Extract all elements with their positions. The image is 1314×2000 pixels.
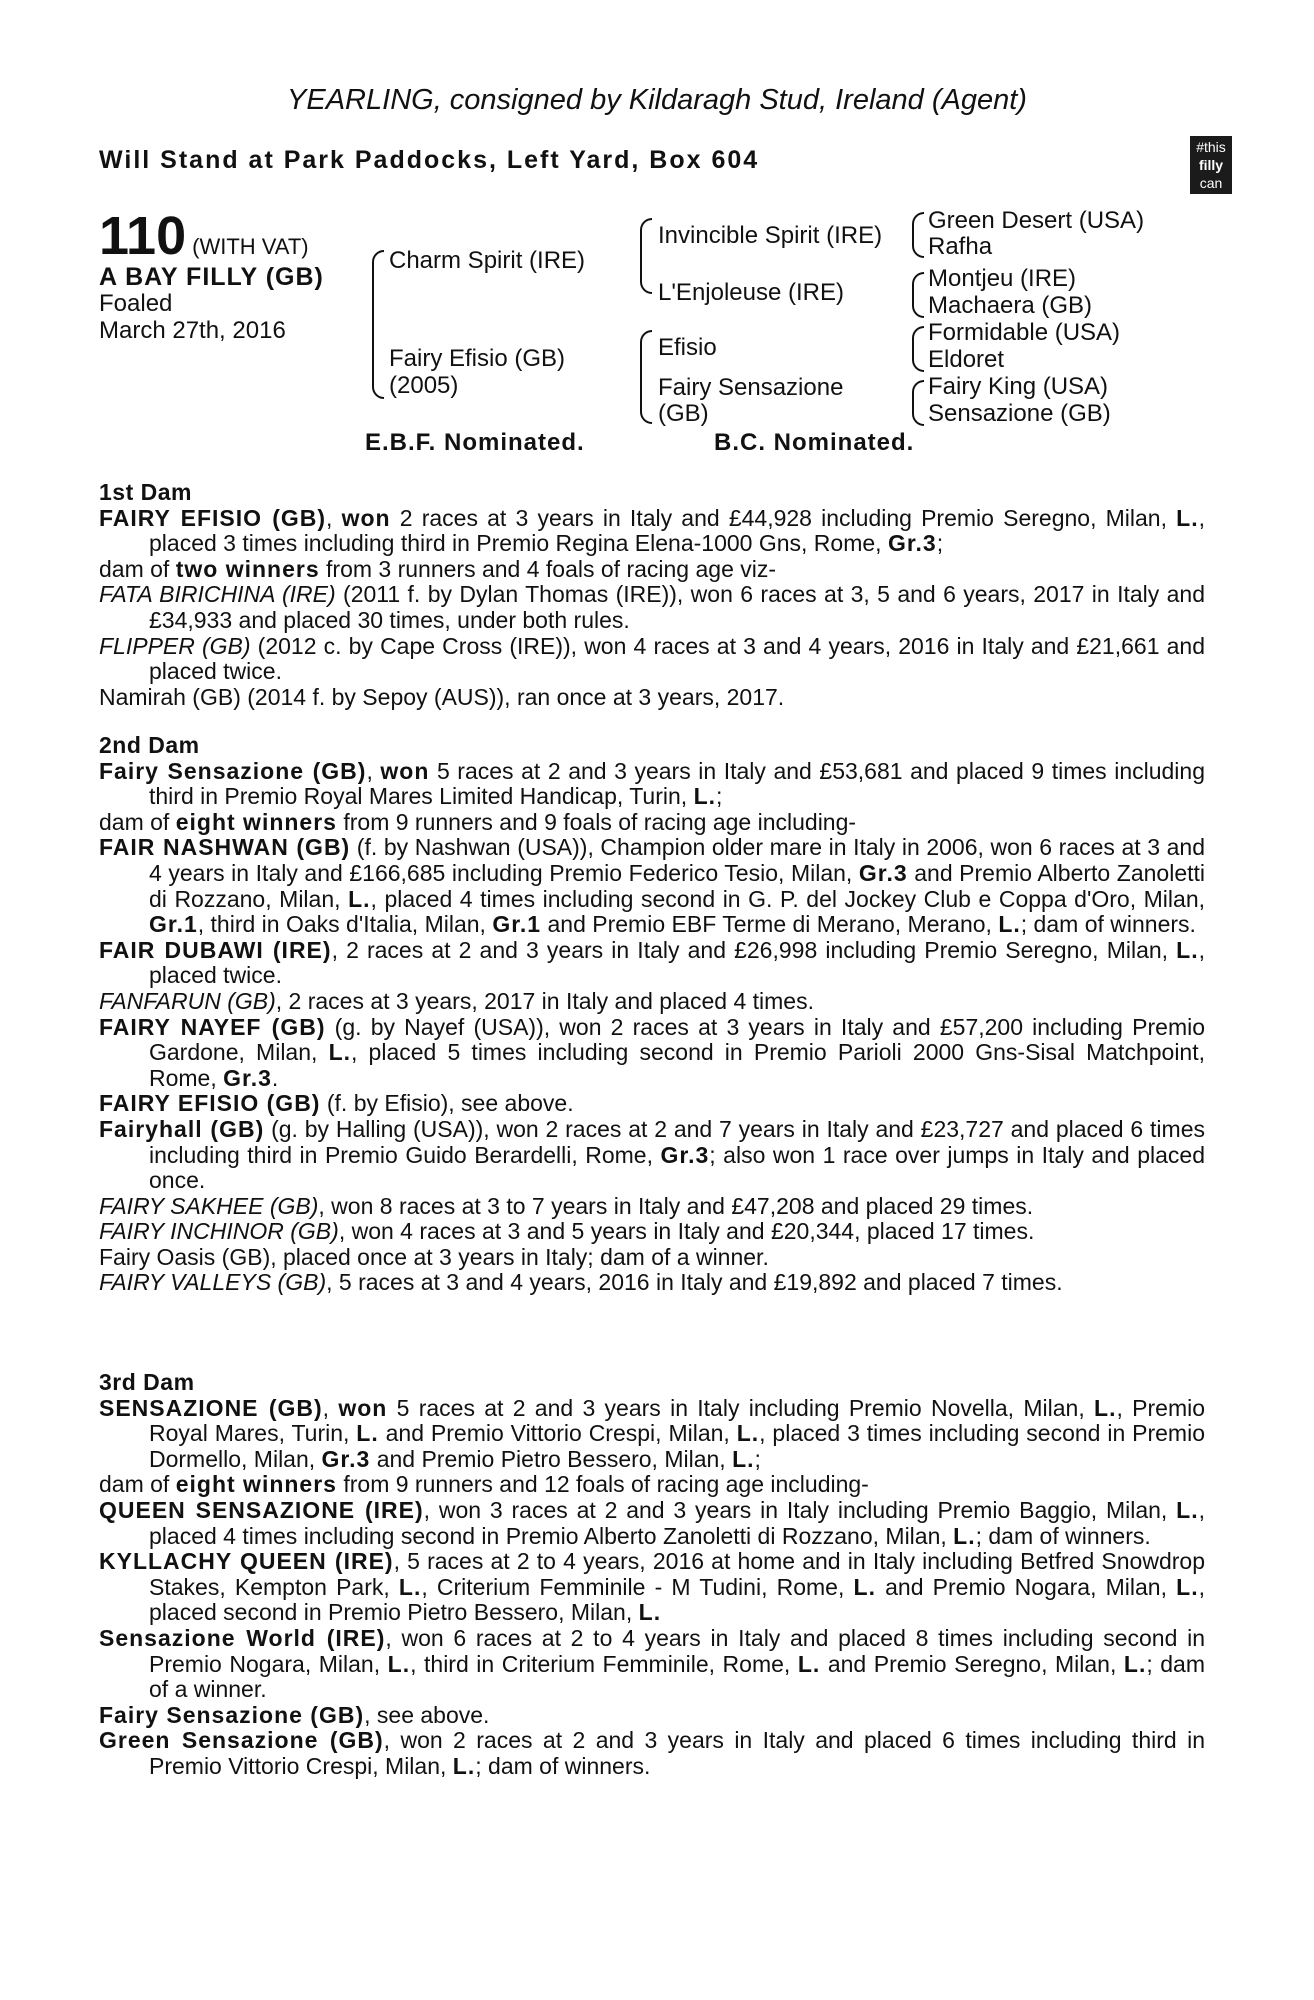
lot-foaled-label: Foaled (99, 290, 173, 317)
text: ; dam of a winner. (149, 1650, 1206, 1703)
pedigree-sire-sire: Invincible Spirit (IRE) (658, 222, 883, 249)
text: from 9 runners and 12 foals of racing age including- (336, 1471, 869, 1498)
progeny-entry (99, 1015, 1205, 1092)
bc-nominated: B.C. Nominated. (714, 429, 915, 456)
text: (g. by Halling (USA)), won 2 races at 2 and 7 years in Italy and £23,727 and placed 6 times including third in Premio Guido Berardelli, Rome, (149, 1115, 1205, 1168)
text: , 5 races at 2 to 4 years, 2016 at home and in Italy including Betfred Snowdrop Stakes, Kempton Park, (149, 1548, 1205, 1600)
dam-name: SENSAZIONE (GB) (99, 1394, 323, 1421)
progeny-name: FAIRY NAYEF (GB) (99, 1013, 326, 1040)
progeny-name: QUEEN SENSAZIONE (IRE) (99, 1496, 424, 1523)
progeny-name: Fairy Sensazione (GB) (99, 1701, 365, 1728)
third-dam-section: 3rd Dam SENSAZIONE (GB), won 5 races at 2 and 3 years in Italy including Premio Novella, Milan, L., Premio Royal Mares, Turin, L. and Premio Vittorio Crespi, Milan, L., placed 3 times including second in Premio Dormello, Milan, Gr.3 and Premio Pietro Bessero, Milan, L.; dam of eight winners from 9 runners and 12 foals of racing age including- QUEEN SENSAZIONE (IRE), won 3 races at 2 and 3 years in Italy including Premio Baggio, Milan, L., placed 4 times including second in Premio Alberto Zanoletti di Rozzano, Milan, L.; dam of winners. KYLLACHY QUEEN (IRE), 5 races at 2 to 4 years, 2016 at home and in Italy including Betfred Snowdrop Stakes, Kempton Park, L., Criterium Femminile - M Tudini, Rome, L. and Premio Nogara, Milan, L., placed second in Premio Pietro Bessero, Milan, L. Sensazione World (IRE), won 6 races at 2 to 4 years in Italy and placed 8 times including second in Premio Nogara, Milan, L., third in Criterium Femminile, Rome, L. and Premio Seregno, Milan, L.; dam of a winner. Fairy Sensazione (GB), see above. Green Sensazione (GB), won 2 races at 2 and 3 years in Italy and placed 6 times including third in Premio Vittorio Crespi, Milan, L.; dam of winners. (99, 1369, 1206, 1779)
text: , Criterium Femminile - M Tudini, Rome, (421, 1573, 854, 1600)
progeny-entry: Fairy Oasis (GB), placed once at 3 years in Italy; dam of a winner. (99, 1243, 769, 1270)
won-label: won (380, 757, 430, 784)
listed: L. (328, 1039, 352, 1066)
progeny-entry (99, 1549, 1205, 1626)
this-filly-can-logo: #this filly can (1190, 136, 1232, 194)
text: , placed 3 times including second in Premio Dormello, Milan, (149, 1420, 1205, 1472)
text: and Premio EBF Terme di Merano, Merano, (541, 911, 999, 938)
text: 5 races at 2 and 3 years in Italy and £53,681 and placed 9 times including third in Premio Royal Mares Limited Handicap, Turin, (149, 757, 1205, 810)
progeny-name: FATA BIRICHINA (IRE) (99, 581, 336, 608)
text: ; also won 1 race over jumps in Italy and placed once. (149, 1141, 1205, 1194)
listed: L. (638, 1599, 662, 1626)
progeny-name: FLIPPER (GB) (99, 632, 251, 659)
pedigree-sire: Charm Spirit (IRE) (389, 247, 586, 274)
listed: L. (452, 1752, 476, 1779)
text: , placed 4 times including second in G. P. del Jockey Club e Coppa d'Oro, Milan, (370, 885, 1205, 912)
first-dam-section: 1st Dam FAIRY EFISIO (GB), won 2 races at 3 years in Italy and £44,928 including Premio Seregno, Milan, L., placed 3 times including third in Premio Regina Elena-1000 Gns, Rome, Gr.3; dam of two winners from 3 runners and 4 foals of racing age viz- FATA BIRICHINA (IRE) (2011 f. by Dylan Thomas (IRE)), won 6 races at 3, 5 and 6 years, 2017 in Italy and £34,933 and placed 30 times, under both rules. FLIPPER (GB) (2012 c. by Cape Cross (IRE)), won 4 races at 3 and 4 years, 2016 in Italy and £21,661 and placed twice. Namirah (GB) (2014 f. by Sepoy (AUS)), ran once at 3 years, 2017. (99, 479, 1206, 710)
text: and Premio Vittorio Crespi, Milan, (378, 1420, 737, 1447)
text: (2011 f. by Dylan Thomas (IRE)), won 6 races at 3, 5 and 6 years, 2017 in Italy and £34,933 and placed 30 times, under both rules. (149, 581, 1206, 633)
pedigree-dam-year: (2005) (389, 372, 459, 399)
progeny-name: Fairyhall (GB) (99, 1115, 265, 1142)
listed: L. (348, 885, 371, 912)
pedigree-dds: Fairy King (USA) (928, 373, 1109, 400)
text: . (271, 1064, 279, 1091)
section-heading: 1st Dam (99, 479, 192, 505)
lot-vat: (WITH VAT) (192, 234, 309, 259)
listed: L. (953, 1522, 976, 1549)
progeny-name: KYLLACHY QUEEN (IRE) (99, 1548, 394, 1575)
pedigree-dss: Formidable (USA) (928, 319, 1121, 346)
progeny-entry (99, 1270, 1205, 1296)
winners-count: two winners (175, 555, 320, 582)
lot-number: 110 (99, 206, 187, 266)
pedigree-sdd: Machaera (GB) (928, 292, 1093, 319)
group: Gr.3 (660, 1141, 710, 1168)
text: ; (716, 783, 723, 810)
progeny-entry (99, 1117, 1205, 1194)
pedigree-ssd: Rafha (928, 233, 993, 260)
pedigree-brace (640, 330, 652, 424)
listed: L. (998, 911, 1021, 938)
text: , placed 3 times including third in Premio Regina Elena-1000 Gns, Rome, (149, 504, 1205, 557)
pedigree-brace (912, 212, 924, 258)
text: , placed 5 times including second in Premio Parioli 2000 Gns-Sisal Matchpoint, Rome, (149, 1039, 1205, 1091)
listed: L. (693, 783, 717, 810)
progeny-name: FAIRY EFISIO (GB) (99, 1090, 321, 1117)
pedigree-dsd: Eldoret (928, 346, 1005, 373)
location-line: Will Stand at Park Paddocks, Left Yard, Box 604 (99, 146, 760, 174)
text: , placed second in Premio Pietro Bessero, Milan, (149, 1573, 1205, 1626)
pedigree-sds: Montjeu (IRE) (928, 265, 1077, 292)
text: , won 4 races at 3 and 5 years in Italy and £20,344, placed 17 times. (338, 1218, 1035, 1245)
group: Gr.3 (858, 859, 908, 886)
dam-name: FAIRY EFISIO (GB) (99, 504, 327, 531)
text: ; (936, 530, 944, 557)
listed: L. (1123, 1650, 1147, 1677)
progeny-entry (99, 582, 1205, 633)
pedigree-sss: Green Desert (USA) (928, 207, 1145, 234)
text: (g. by Nayef (USA)), won 2 races at 3 years in Italy and £57,200 including Premio Gardone, Milan, (149, 1013, 1206, 1066)
progeny-entry (99, 1091, 1205, 1117)
lot-title: A BAY FILLY (GB) (99, 263, 324, 291)
text: and Premio Nogara, Milan, (875, 1573, 1177, 1600)
pedigree-dam-sire: Efisio (658, 334, 717, 361)
listed: L. (398, 1573, 422, 1600)
text: , third in Oaks d'Italia, Milan, (197, 911, 493, 938)
text: and Premio Seregno, Milan, (820, 1650, 1124, 1677)
progeny-name: Sensazione World (IRE) (99, 1624, 386, 1651)
second-dam-section: 2nd Dam Fairy Sensazione (GB), won 5 races at 2 and 3 years in Italy and £53,681 and placed 9 times including third in Premio Royal Mares Limited Handicap, Turin, L.; dam of eight winners from 9 runners and 9 foals of racing age including- FAIR NASHWAN (GB) (f. by Nashwan (USA)), Champion older mare in Italy in 2006, won 6 races at 3 and 4 years in Italy and £166,685 including Premio Federico Tesio, Milan, Gr.3 and Premio Alberto Zanoletti di Rozzano, Milan, L., placed 4 times including second in G. P. del Jockey Club e Coppa d'Oro, Milan, Gr.1, third in Oaks d'Italia, Milan, Gr.1 and Premio EBF Terme di Merano, Merano, L.; dam of winners. FAIR DUBAWI (IRE), 2 races at 2 and 3 years in Italy and £26,998 including Premio Seregno, Milan, L., placed twice. FANFARUN (GB), 2 races at 3 years, 2017 in Italy and placed 4 times. FAIRY NAYEF (GB) (g. by Nayef (USA)), won 2 races at 3 years in Italy and £57,200 including Premio Gardone, Milan, L., placed 5 times including second in Premio Parioli 2000 Gns-Sisal Matchpoint, Rome, Gr.3. FAIRY EFISIO (GB) (f. by Efisio), see above. Fairyhall (GB) (g. by Halling (USA)), won 2 races at 2 and 7 years in Italy and £23,727 and placed 6 times including third in Premio Guido Berardelli, Rome, Gr.3; also won 1 race over jumps in Italy and placed once. FAIRY SAKHEE (GB), won 8 races at 3 to 7 years in Italy and £47,208 and placed 29 times. FAIRY INCHINOR (GB), won 4 races at 3 and 5 years in Italy and £20,344, placed 17 times. Fairy Oasis (GB), placed once at 3 years in Italy; dam of a winner. FAIRY VALLEYS (GB), 5 races at 3 and 4 years, 2016 in Italy and £19,892 and placed 7 times. (99, 732, 1206, 1296)
winners-count: eight winners (175, 1471, 337, 1498)
text: ; dam of winners. (975, 1522, 1151, 1549)
listed: L. (387, 1650, 411, 1677)
text: (2012 c. by Cape Cross (IRE)), won 4 races at 3 and 4 years, 2016 in Italy and £21,661 and placed twice. (149, 632, 1205, 685)
group: Gr.1 (492, 911, 542, 938)
pedigree-brace (912, 272, 924, 318)
pedigree-brace (372, 250, 384, 399)
progeny-entry (99, 1728, 1205, 1779)
section-heading: 2nd Dam (99, 732, 200, 758)
text: ; dam of winners. (1020, 911, 1196, 938)
text: , third in Criterium Femminile, Rome, (410, 1650, 798, 1677)
lot-heading (99, 206, 309, 266)
progeny-entry (99, 1703, 1205, 1729)
listed: L. (1176, 1496, 1199, 1523)
text: , Premio Royal Mares, Turin, (149, 1394, 1206, 1447)
text: , won 6 races at 2 to 4 years in Italy and placed 8 times including second in Premio Nogara, Milan, (149, 1624, 1205, 1677)
group: Gr.3 (321, 1445, 371, 1472)
text: and Premio Pietro Bessero, Milan, (370, 1445, 733, 1472)
pedigree-dam: Fairy Efisio (GB) (389, 345, 566, 372)
listed: L. (853, 1573, 876, 1600)
section-heading: 3rd Dam (99, 1369, 195, 1395)
dam-name: Fairy Sensazione (GB) (99, 757, 367, 784)
progeny-name: FAIRY SAKHEE (GB) (99, 1192, 319, 1219)
text: ; dam of winners. (475, 1752, 651, 1779)
page-title: YEARLING, consigned by Kildaragh Stud, Ireland (Agent) (287, 84, 1027, 116)
progeny-name: FAIR NASHWAN (GB) (99, 834, 351, 861)
pedigree-dam-dam-country: (GB) (658, 400, 709, 427)
text: 2 races at 3 years in Italy and £44,928 including Premio Seregno, Milan, (390, 504, 1177, 531)
text: from 3 runners and 4 foals of racing age viz- (319, 555, 777, 582)
text: dam of (99, 555, 176, 582)
progeny-name: FAIRY VALLEYS (GB) (99, 1269, 327, 1296)
text: , placed 4 times including second in Premio Alberto Zanoletti di Rozzano, Milan, (149, 1496, 1205, 1549)
pedigree-brace (912, 326, 924, 372)
listed: L. (1176, 504, 1199, 531)
progeny-entry (99, 1194, 1205, 1220)
text: , won 2 races at 2 and 3 years in Italy and placed 6 times including third in Premio Vittorio Crespi, Milan, (149, 1727, 1205, 1779)
progeny-entry (99, 938, 1205, 989)
text: (f. by Efisio), see above. (320, 1090, 574, 1117)
text: from 9 runners and 9 foals of racing age including- (336, 808, 857, 835)
text: dam of (99, 808, 176, 835)
progeny-entry (99, 634, 1205, 685)
text: and Premio Alberto Zanoletti di Rozzano, Milan, (149, 859, 1206, 912)
text: (f. by Nashwan (USA)), Champion older mare in Italy in 2006, won 6 races at 3 and 4 years in Italy and £166,685 including Premio Federico Tesio, Milan, (149, 834, 1205, 886)
progeny-name: Green Sensazione (GB) (99, 1727, 384, 1754)
text: , won 3 races at 2 and 3 years in Italy including Premio Baggio, Milan, (423, 1496, 1177, 1523)
group: Gr.3 (887, 530, 937, 557)
listed: L. (732, 1445, 755, 1472)
listed: L. (1176, 936, 1199, 963)
pedigree-brace (640, 218, 652, 294)
listed: L. (356, 1420, 379, 1447)
text: , won 8 races at 3 to 7 years in Italy and £47,208 and placed 29 times. (318, 1192, 1034, 1219)
progeny-entry (99, 1626, 1205, 1703)
progeny-entry: Namirah (GB) (2014 f. by Sepoy (AUS)), ran once at 3 years, 2017. (99, 683, 785, 710)
progeny-entry (99, 835, 1205, 937)
pedigree-dam-dam: Fairy Sensazione (658, 374, 844, 401)
group: Gr.1 (149, 911, 198, 938)
group: Gr.3 (223, 1064, 272, 1091)
ebf-nominated: E.B.F. Nominated. (365, 429, 585, 456)
text: , 2 races at 3 years, 2017 in Italy and placed 4 times. (275, 987, 814, 1014)
text: , see above. (364, 1701, 490, 1728)
listed: L. (736, 1420, 760, 1447)
listed: L. (1176, 1573, 1199, 1600)
pedigree-sire-dam: L'Enjoleuse (IRE) (658, 279, 844, 306)
text: , 5 races at 3 and 4 years, 2016 in Italy and £19,892 and placed 7 times. (326, 1269, 1063, 1296)
text: 5 races at 2 and 3 years in Italy including Premio Novella, Milan, (387, 1394, 1095, 1421)
won-label: won (341, 504, 391, 531)
won-label: won (338, 1394, 388, 1421)
progeny-entry (99, 989, 1205, 1015)
progeny-name: FANFARUN (GB) (99, 987, 276, 1014)
winners-count: eight winners (175, 808, 337, 835)
progeny-name: FAIR DUBAWI (IRE) (99, 936, 332, 963)
progeny-entry (99, 1498, 1205, 1549)
text: dam of (99, 1471, 176, 1498)
listed: L. (797, 1650, 821, 1677)
progeny-entry (99, 1219, 1205, 1245)
text: , placed twice. (149, 936, 1206, 989)
pedigree-ddd: Sensazione (GB) (928, 400, 1111, 427)
text: ; (754, 1445, 761, 1472)
listed: L. (1094, 1394, 1117, 1421)
lot-foaled-date: March 27th, 2016 (99, 317, 286, 344)
pedigree-brace (912, 380, 924, 426)
text: , 2 races at 2 and 3 years in Italy and £26,998 including Premio Seregno, Milan, (331, 936, 1177, 963)
progeny-name: FAIRY INCHINOR (GB) (99, 1218, 339, 1245)
